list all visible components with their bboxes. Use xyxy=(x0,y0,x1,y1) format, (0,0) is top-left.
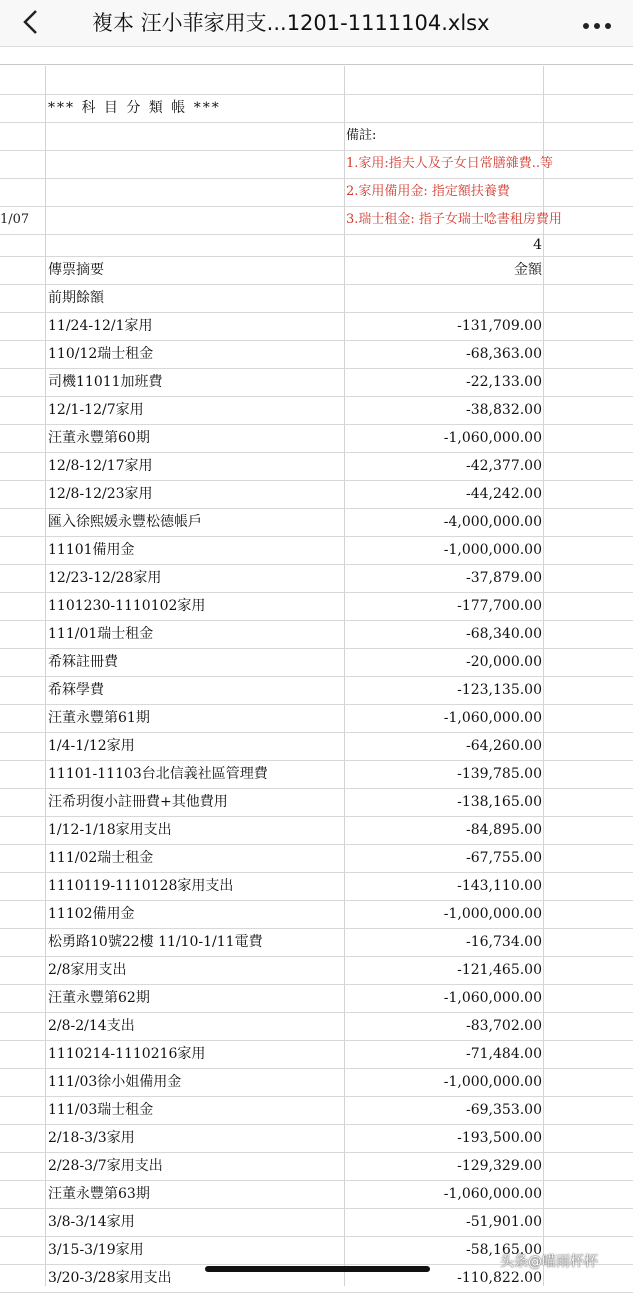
description-cell: 11102備用金 xyxy=(48,906,135,922)
ledger-title: *** 科 目 分 類 帳 *** xyxy=(48,100,221,116)
table-row xyxy=(0,816,633,845)
sheet-row xyxy=(0,284,633,313)
description-cell: 12/8-12/23家用 xyxy=(48,486,153,502)
description-cell: 松勇路10號22樓 11/10-1/11電費 xyxy=(48,934,263,950)
table-row xyxy=(0,900,633,929)
amount-cell: -1,060,000.00 xyxy=(443,430,542,446)
amount-cell: -193,500.00 xyxy=(457,1130,542,1146)
table-row xyxy=(0,1180,633,1209)
description-cell: 2/8-2/14支出 xyxy=(48,1018,135,1034)
amount-cell: -38,832.00 xyxy=(466,402,542,418)
amount-cell: -71,484.00 xyxy=(466,1046,542,1062)
description-cell: 汪董永豐第61期 xyxy=(48,710,150,726)
watermark: 头条@喵雨杯杯 xyxy=(500,1254,598,1270)
table-row xyxy=(0,872,633,901)
amount-cell: -37,879.00 xyxy=(466,570,542,586)
table-row xyxy=(0,704,633,733)
sheet-row xyxy=(0,178,633,207)
description-cell: 汪希玥復小註冊費+其他費用 xyxy=(48,794,228,810)
amount-cell: -69,353.00 xyxy=(466,1102,542,1118)
amount-cell: -1,060,000.00 xyxy=(443,1186,542,1202)
amount-cell: -22,133.00 xyxy=(466,374,542,390)
amount-cell: -1,000,000.00 xyxy=(443,906,542,922)
table-row xyxy=(0,620,633,649)
amount-cell: -42,377.00 xyxy=(466,458,542,474)
description-cell: 汪董永豐第62期 xyxy=(48,990,150,1006)
sheet-row xyxy=(0,66,633,95)
amount-cell: -68,363.00 xyxy=(466,346,542,362)
description-cell: 1/4-1/12家用 xyxy=(48,738,135,754)
sheet-row xyxy=(0,122,633,151)
amount-cell: -67,755.00 xyxy=(466,850,542,866)
chevron-left-icon xyxy=(21,8,39,36)
table-row xyxy=(0,676,633,705)
sheet-row xyxy=(0,256,633,285)
amount-cell: -1,060,000.00 xyxy=(443,990,542,1006)
description-cell: 11101-11103台北信義社區管理費 xyxy=(48,766,268,782)
table-row xyxy=(0,956,633,985)
description-cell: 110/12瑞士租金 xyxy=(48,346,154,362)
amount-cell: -131,709.00 xyxy=(457,318,542,334)
table-row xyxy=(0,732,633,761)
column-header-border xyxy=(0,64,633,65)
table-row xyxy=(0,480,633,509)
table-row xyxy=(0,452,633,481)
table-row xyxy=(0,368,633,397)
description-cell: 希箖學費 xyxy=(48,682,104,698)
description-cell: 12/8-12/17家用 xyxy=(48,458,153,474)
table-row xyxy=(0,844,633,873)
opening-balance-label: 前期餘額 xyxy=(48,290,104,306)
table-row xyxy=(0,984,633,1013)
amount-cell: -16,734.00 xyxy=(466,934,542,950)
amount-cell: -20,000.00 xyxy=(466,654,542,670)
description-cell: 11101備用金 xyxy=(48,542,135,558)
description-cell: 2/18-3/3家用 xyxy=(48,1130,135,1146)
description-cell: 汪董永豐第60期 xyxy=(48,430,150,446)
sheet-row xyxy=(0,206,633,235)
amount-cell: -83,702.00 xyxy=(466,1018,542,1034)
table-row xyxy=(0,340,633,369)
column-header-description: 傳票摘要 xyxy=(48,262,104,278)
description-cell: 1101230-1110102家用 xyxy=(48,598,206,614)
amount-cell: -51,901.00 xyxy=(466,1214,542,1230)
description-cell: 12/23-12/28家用 xyxy=(48,570,162,586)
description-cell: 汪董永豐第63期 xyxy=(48,1186,150,1202)
description-cell: 3/20-3/28家用支出 xyxy=(48,1270,172,1286)
amount-cell: -177,700.00 xyxy=(457,598,542,614)
document-title: 複本 汪小菲家用支...1201-1111104.xlsx xyxy=(92,11,490,35)
sheet-row xyxy=(0,234,633,257)
table-row xyxy=(0,1012,633,1041)
description-cell: 1110119-1110128家用支出 xyxy=(48,878,234,894)
table-row xyxy=(0,1096,633,1125)
table-row xyxy=(0,1068,633,1097)
table-row xyxy=(0,312,633,341)
table-row xyxy=(0,592,633,621)
remark-item: 1.家用:指夫人及子女日常膳雜費..等 xyxy=(346,156,554,171)
description-cell: 匯入徐熙媛永豐松德帳戶 xyxy=(48,514,202,530)
description-cell: 2/28-3/7家用支出 xyxy=(48,1158,163,1174)
ellipsis-icon xyxy=(582,22,612,30)
amount-cell: -138,165.00 xyxy=(457,794,542,810)
amount-cell: -44,242.00 xyxy=(466,486,542,502)
more-options-button[interactable] xyxy=(577,2,617,42)
amount-cell: -1,060,000.00 xyxy=(443,710,542,726)
table-row xyxy=(0,760,633,789)
amount-cell: -143,110.00 xyxy=(457,878,542,894)
back-button[interactable] xyxy=(10,2,50,42)
description-cell: 3/15-3/19家用 xyxy=(48,1242,144,1258)
description-cell: 11/24-12/1家用 xyxy=(48,318,153,334)
amount-cell: -1,000,000.00 xyxy=(443,1074,542,1090)
amount-cell: -4,000,000.00 xyxy=(443,514,542,530)
amount-cell: -64,260.00 xyxy=(466,738,542,754)
amount-cell: -123,135.00 xyxy=(457,682,542,698)
remarks-label: 備註: xyxy=(346,128,377,143)
amount-cell: -129,329.00 xyxy=(457,1158,542,1174)
description-cell: 司機11011加班費 xyxy=(48,374,163,390)
table-row xyxy=(0,648,633,677)
amount-cell: -58,165.00 xyxy=(466,1242,542,1258)
description-cell: 111/01瑞士租金 xyxy=(48,626,154,642)
description-cell: 希箖註冊費 xyxy=(48,654,118,670)
table-row xyxy=(0,396,633,425)
table-row xyxy=(0,928,633,957)
page-number: 4 xyxy=(533,237,542,253)
description-cell: 111/03徐小姐備用金 xyxy=(48,1074,182,1090)
table-row xyxy=(0,564,633,593)
date-cell: 1/07 xyxy=(0,212,30,227)
table-row xyxy=(0,1208,633,1237)
amount-cell: -68,340.00 xyxy=(466,626,542,642)
description-cell: 3/8-3/14家用 xyxy=(48,1214,135,1230)
document-header xyxy=(0,0,633,47)
description-cell: 1110214-1110216家用 xyxy=(48,1046,206,1062)
description-cell: 111/02瑞士租金 xyxy=(48,850,154,866)
home-indicator xyxy=(205,1266,430,1272)
amount-cell: -84,895.00 xyxy=(466,822,542,838)
description-cell: 2/8家用支出 xyxy=(48,962,127,978)
table-row xyxy=(0,1152,633,1181)
column-header-amount: 金額 xyxy=(514,262,542,278)
amount-cell: -1,000,000.00 xyxy=(443,542,542,558)
remark-item: 3.瑞士租金: 指子女瑞士唸書租房費用 xyxy=(346,212,562,227)
description-cell: 1/12-1/18家用支出 xyxy=(48,822,172,838)
amount-cell: -110,822.00 xyxy=(457,1270,542,1286)
table-row xyxy=(0,1124,633,1153)
sheet-row xyxy=(0,150,633,179)
description-cell: 111/03瑞士租金 xyxy=(48,1102,154,1118)
description-cell: 12/1-12/7家用 xyxy=(48,402,144,418)
table-row xyxy=(0,536,633,565)
spreadsheet[interactable] xyxy=(0,46,633,1286)
amount-cell: -139,785.00 xyxy=(457,766,542,782)
remark-item: 2.家用備用金: 指定額扶養費 xyxy=(346,184,510,199)
amount-cell: -121,465.00 xyxy=(457,962,542,978)
table-row xyxy=(0,508,633,537)
table-row xyxy=(0,424,633,453)
table-row xyxy=(0,1040,633,1069)
table-row xyxy=(0,788,633,817)
sheet-row xyxy=(0,94,633,123)
